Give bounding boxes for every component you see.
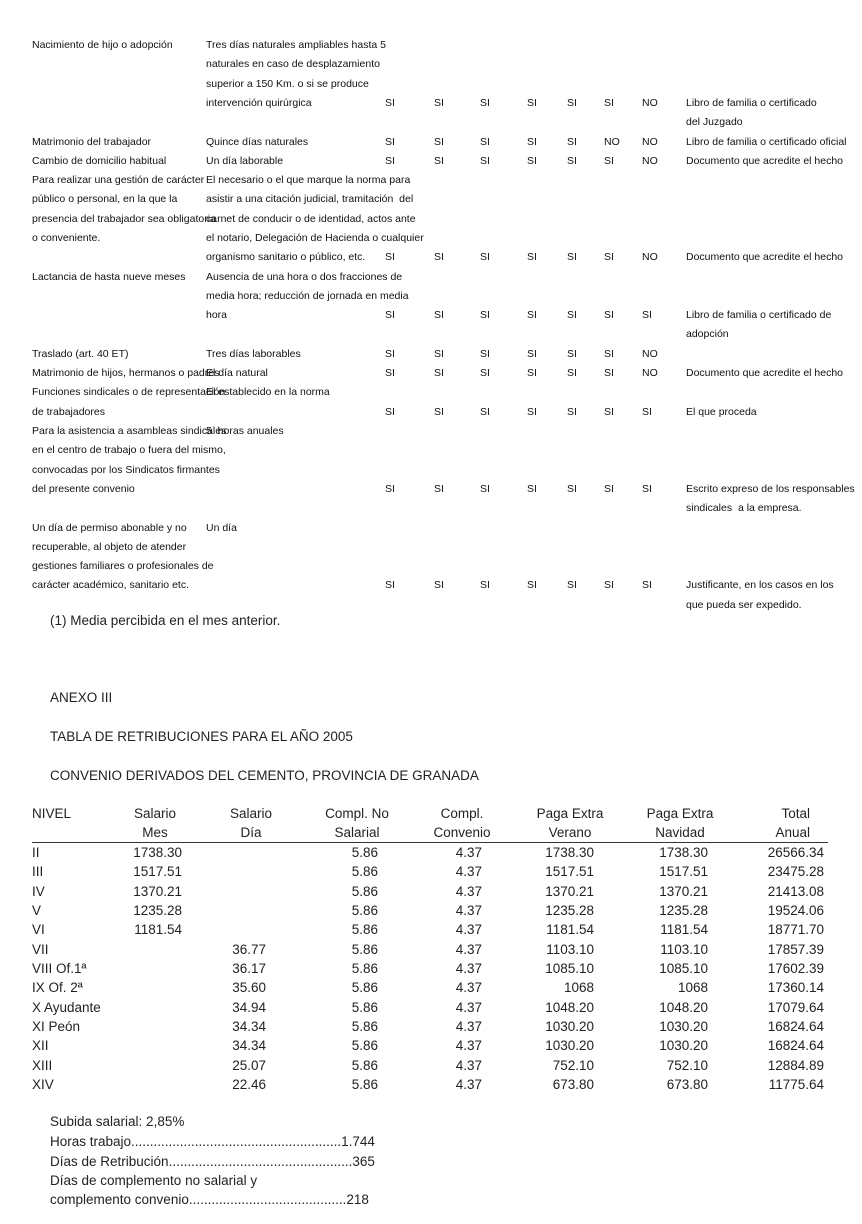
- permiso-duracion: 5 horas anuales: [206, 425, 284, 437]
- cell-salario-dia: 22.46: [232, 1077, 266, 1093]
- cell-paga-navidad: 1738.30: [659, 845, 708, 860]
- cell-compl-convenio: 4.37: [455, 1038, 482, 1054]
- cell-total-anual: 11775.64: [768, 1077, 824, 1093]
- cell-paga-verano: 1517.51: [545, 864, 594, 880]
- table-row: [32, 862, 828, 881]
- cell-nivel: VI: [32, 922, 45, 938]
- cell-total-anual: 18771.70: [767, 922, 824, 938]
- permiso-duracion: Tres días naturales ampliables hasta 5 naturales en caso de desplazamiento superior a 150 Km. o si se produce intervención quirúrgica: [206, 39, 386, 109]
- permiso-mark: SI: [385, 135, 395, 148]
- header-paga-navidad: Paga Extra Navidad: [646, 806, 714, 840]
- cell-salario-mes: 1181.54: [134, 922, 182, 938]
- cell-paga-verano: 1181.54: [546, 922, 594, 938]
- cell-paga-navidad: 1103.10: [660, 941, 708, 957]
- cell-compl-no-salarial: 5.86: [351, 1077, 378, 1093]
- cell-salario-dia: 34.34: [232, 1038, 266, 1054]
- permiso-mark: NO: [642, 251, 658, 264]
- permiso-mark: SI: [480, 154, 490, 167]
- dias-retribucion-value: 365: [352, 1154, 375, 1169]
- cell-paga-navidad: 1068: [677, 980, 708, 996]
- cell-nivel: V: [32, 903, 42, 919]
- permiso-duracion: Tres días laborables: [206, 347, 301, 360]
- permiso-justificante: El que proceda: [686, 405, 757, 418]
- permiso-mark: SI: [567, 405, 577, 418]
- permiso-mark: SI: [434, 482, 444, 495]
- horas-trabajo-value: 1.744: [341, 1134, 375, 1149]
- header-salario-mes: Salario Mes: [133, 806, 177, 840]
- permiso-mark: SI: [434, 405, 444, 418]
- cell-paga-verano: 1370.21: [545, 883, 594, 899]
- permiso-duracion: El establecido en la norma: [206, 386, 330, 399]
- cell-paga-verano: 1103.10: [546, 941, 594, 957]
- permiso-mark: SI: [385, 405, 395, 418]
- cell-compl-no-salarial: 5.86: [351, 903, 378, 919]
- cell-total-anual: 17602.39: [767, 961, 824, 977]
- permiso-mark: SI: [604, 347, 614, 360]
- permiso-mark: SI: [434, 96, 444, 109]
- permiso-mark: SI: [385, 309, 395, 322]
- cell-salario-dia: 25.07: [232, 1057, 266, 1073]
- table-row: [32, 920, 828, 939]
- cell-compl-no-salarial: 5.86: [351, 941, 378, 957]
- table-row: [32, 1056, 828, 1075]
- cell-salario-dia: 36.77: [232, 941, 266, 957]
- permiso-duracion: Ausencia de una hora o dos fracciones de media hora; reducción de jornada en media hora: [206, 270, 409, 322]
- permiso-mark: SI: [434, 135, 444, 148]
- cell-compl-no-salarial: 5.86: [351, 883, 378, 899]
- permiso-mark: SI: [567, 154, 577, 167]
- cell-nivel: X Ayudante: [32, 999, 101, 1015]
- retribuciones-table: [32, 804, 828, 1094]
- cell-compl-convenio: 4.37: [455, 1077, 482, 1093]
- complemento-value: 218: [346, 1192, 369, 1207]
- cell-paga-navidad: 1030.20: [659, 1019, 708, 1035]
- permiso-mark: SI: [604, 251, 614, 264]
- cell-compl-convenio: 4.37: [455, 999, 482, 1015]
- cell-total-anual: 17857.39: [767, 941, 824, 957]
- permiso-mark: SI: [434, 367, 444, 380]
- permiso-mark: SI: [567, 579, 577, 592]
- table-row: [32, 1036, 828, 1055]
- permiso-justificante: Justificante, en los casos en los que pueda ser expedido.: [686, 579, 834, 611]
- permiso-concepto: Para la asistencia a asambleas sindicales en el centro de trabajo o fuera del mismo, convocadas por los Sindicatos firmantes del presente convenio: [32, 425, 227, 495]
- cell-compl-convenio: 4.37: [455, 845, 482, 860]
- permiso-mark: SI: [385, 96, 395, 109]
- permiso-mark: SI: [604, 405, 614, 418]
- dias-retribucion-label: Días de Retribución: [50, 1154, 169, 1169]
- cell-paga-verano: 1048.20: [545, 999, 594, 1015]
- cell-total-anual: 17079.64: [767, 999, 824, 1015]
- permiso-mark: SI: [480, 96, 490, 109]
- permiso-concepto: Traslado (art. 40 ET): [32, 347, 129, 360]
- cell-total-anual: 16824.64: [767, 1038, 824, 1054]
- cell-compl-no-salarial: 5.86: [351, 999, 378, 1015]
- permiso-mark: SI: [527, 309, 537, 322]
- cell-paga-verano: 752.10: [552, 1057, 594, 1073]
- permiso-mark: SI: [567, 251, 577, 264]
- permiso-mark: SI: [434, 347, 444, 360]
- convenio-title: CONVENIO DERIVADOS DEL CEMENTO, PROVINCIA DE GRANADA: [50, 768, 479, 783]
- cell-compl-no-salarial: 5.86: [351, 1019, 378, 1035]
- cell-paga-navidad: 1370.21: [659, 883, 708, 899]
- permiso-mark: SI: [527, 251, 537, 264]
- cell-paga-verano: 1030.20: [545, 1038, 594, 1054]
- cell-compl-no-salarial: 5.86: [351, 980, 378, 996]
- complemento-line: [50, 1192, 369, 1207]
- permiso-duracion: Quince días naturales: [206, 135, 309, 148]
- horas-trabajo-label: Horas trabajo: [50, 1134, 132, 1149]
- permiso-mark: SI: [567, 135, 577, 148]
- permiso-mark: SI: [527, 347, 537, 360]
- permiso-justificante: Libro de familia o certificado oficial: [686, 135, 847, 148]
- cell-total-anual: 19524.06: [767, 903, 824, 919]
- cell-nivel: VII: [32, 941, 49, 957]
- permiso-mark: SI: [527, 367, 537, 380]
- cell-total-anual: 12884.89: [767, 1057, 824, 1073]
- permiso-concepto: Lactancia de hasta nueve meses: [32, 270, 186, 283]
- cell-paga-navidad: 1030.20: [659, 1038, 708, 1054]
- permiso-concepto: Nacimiento de hijo o adopción: [32, 39, 173, 51]
- cell-compl-convenio: 4.37: [455, 941, 482, 957]
- permiso-mark: SI: [385, 251, 395, 264]
- permiso-mark: SI: [480, 579, 490, 592]
- dot-leader: ........................................................: [131, 1134, 342, 1149]
- cell-compl-no-salarial: 5.86: [351, 864, 378, 880]
- cell-nivel: XIV: [32, 1077, 54, 1093]
- permiso-mark: NO: [642, 367, 658, 380]
- permiso-mark: SI: [434, 154, 444, 167]
- permiso-mark: SI: [642, 482, 652, 495]
- permiso-mark: SI: [480, 367, 490, 380]
- permiso-justificante: Libro de familia o certificado del Juzgado: [686, 96, 817, 129]
- cell-total-anual: 23475.28: [767, 864, 824, 880]
- cell-nivel: XI Peón: [32, 1019, 81, 1035]
- permiso-mark: SI: [385, 482, 395, 495]
- permiso-mark: SI: [527, 405, 537, 418]
- permiso-mark: SI: [604, 482, 614, 495]
- cell-compl-convenio: 4.37: [455, 961, 482, 977]
- permiso-mark: NO: [642, 135, 658, 148]
- cell-paga-navidad: 1048.20: [659, 999, 708, 1015]
- cell-nivel: XII: [32, 1038, 49, 1054]
- permiso-mark: SI: [567, 367, 577, 380]
- cell-compl-no-salarial: 5.86: [351, 961, 378, 977]
- table-row: [32, 998, 828, 1017]
- permiso-mark: SI: [434, 579, 444, 592]
- cell-total-anual: 17360.14: [767, 980, 824, 996]
- permiso-mark: SI: [642, 405, 652, 418]
- permiso-concepto: Matrimonio de hijos, hermanos o padres: [32, 367, 220, 380]
- table-row: [32, 1075, 828, 1094]
- cell-salario-dia: 34.94: [232, 999, 266, 1015]
- dot-leader: .................................................: [168, 1154, 353, 1169]
- header-compl-no-salarial: Compl. No Salarial: [325, 806, 389, 840]
- permiso-mark: NO: [642, 96, 658, 109]
- table-row: [32, 901, 828, 920]
- permiso-justificante: Documento que acredite el hecho: [686, 251, 844, 264]
- cell-salario-mes: 1370.21: [133, 883, 182, 899]
- permiso-concepto: Para realizar una gestión de carácter público o personal, en la que la presencia del trabajador sea obligatoria o conveniente.: [32, 174, 216, 244]
- permiso-mark: SI: [385, 154, 395, 167]
- complemento-label-1: Días de complemento no salarial y: [50, 1173, 258, 1188]
- permiso-mark: SI: [385, 367, 395, 380]
- permiso-justificante: Documento que acredite el hecho: [686, 367, 844, 380]
- cell-compl-convenio: 4.37: [455, 980, 482, 996]
- permiso-mark: SI: [527, 96, 537, 109]
- permiso-duracion: El día natural: [206, 367, 268, 380]
- cell-salario-dia: 36.17: [232, 961, 266, 977]
- header-paga-verano: Paga Extra Verano: [536, 806, 604, 840]
- header-compl-convenio: Compl. Convenio: [433, 806, 491, 840]
- permiso-mark: NO: [642, 347, 658, 360]
- cell-nivel: IX Of. 2ª: [32, 980, 83, 996]
- table-header: [32, 804, 828, 843]
- permiso-mark: SI: [604, 96, 614, 109]
- permiso-mark: SI: [434, 309, 444, 322]
- table-row: [32, 1017, 828, 1036]
- anexo-heading: ANEXO III: [50, 690, 113, 705]
- permiso-mark: SI: [480, 405, 490, 418]
- permiso-duracion: Un día: [206, 521, 237, 534]
- permiso-mark: SI: [480, 135, 490, 148]
- permiso-justificante: Libro de familia o certificado de adopción: [686, 309, 832, 341]
- cell-salario-dia: 34.34: [232, 1019, 266, 1035]
- permiso-mark: SI: [527, 579, 537, 592]
- permiso-concepto: Matrimonio del trabajador: [32, 135, 152, 148]
- cell-nivel: IV: [32, 883, 45, 899]
- footnote: (1) Media percibida en el mes anterior.: [50, 613, 281, 628]
- permiso-mark: SI: [385, 347, 395, 360]
- header-nivel: NIVEL: [32, 806, 72, 821]
- permiso-mark: SI: [527, 482, 537, 495]
- complemento-label-2: complemento convenio: [50, 1192, 189, 1207]
- table-row: [32, 978, 828, 997]
- cell-paga-verano: 1738.30: [545, 845, 594, 860]
- cell-compl-convenio: 4.37: [455, 1057, 482, 1073]
- cell-nivel: II: [32, 845, 40, 860]
- permiso-mark: NO: [604, 135, 620, 148]
- cell-total-anual: 26566.34: [767, 845, 824, 860]
- cell-paga-verano: 1030.20: [545, 1019, 594, 1035]
- dot-leader: ..........................................: [188, 1192, 347, 1207]
- cell-nivel: VIII Of.1ª: [32, 961, 87, 977]
- cell-paga-navidad: 673.80: [666, 1077, 708, 1093]
- permiso-mark: SI: [604, 367, 614, 380]
- dias-retribucion-line: [50, 1154, 375, 1169]
- header-total-anual: Total Anual: [775, 806, 810, 840]
- table-row: [32, 882, 828, 901]
- cell-salario-mes: 1517.51: [133, 864, 182, 880]
- permiso-concepto: Un día de permiso abonable y no recuperable, al objeto de atender gestiones familiares o profesionales de carácter académico, sanitario etc.: [32, 521, 214, 592]
- subida-salarial: Subida salarial: 2,85%: [50, 1114, 185, 1129]
- permiso-mark: SI: [480, 482, 490, 495]
- cell-nivel: III: [32, 864, 44, 880]
- cell-compl-convenio: 4.37: [455, 864, 482, 880]
- header-salario-dia: Salario Día: [229, 806, 273, 840]
- cell-paga-navidad: 1235.28: [659, 903, 708, 919]
- table-row: [32, 940, 828, 959]
- permiso-mark: SI: [567, 96, 577, 109]
- cell-paga-verano: 1085.10: [545, 961, 594, 977]
- cell-compl-no-salarial: 5.86: [351, 1057, 378, 1073]
- cell-compl-convenio: 4.37: [455, 922, 482, 938]
- permiso-justificante: Escrito expreso de los responsables sindicales a la empresa.: [686, 482, 855, 515]
- cell-total-anual: 16824.64: [767, 1019, 824, 1035]
- table-body: [32, 843, 828, 1094]
- cell-paga-verano: 1235.28: [545, 903, 594, 919]
- cell-paga-navidad: 1181.54: [660, 922, 708, 938]
- permiso-mark: SI: [567, 347, 577, 360]
- permiso-concepto: Cambio de domicilio habitual: [32, 154, 167, 167]
- permiso-mark: SI: [604, 579, 614, 592]
- permiso-mark: SI: [480, 309, 490, 322]
- permiso-mark: SI: [434, 251, 444, 264]
- permiso-justificante: Documento que acredite el hecho: [686, 154, 844, 167]
- cell-compl-convenio: 4.37: [455, 883, 482, 899]
- permiso-mark: SI: [642, 309, 652, 322]
- permiso-mark: SI: [567, 482, 577, 495]
- cell-compl-no-salarial: 5.86: [351, 922, 378, 938]
- cell-paga-navidad: 1085.10: [659, 961, 708, 977]
- permiso-mark: SI: [604, 154, 614, 167]
- permiso-concepto: Funciones sindicales o de representación de trabajadores: [32, 386, 226, 418]
- cell-paga-navidad: 1517.51: [659, 864, 708, 880]
- cell-compl-convenio: 4.37: [455, 903, 482, 919]
- cell-salario-dia: 35.60: [232, 980, 266, 996]
- permiso-mark: SI: [604, 309, 614, 322]
- cell-salario-mes: 1235.28: [133, 903, 182, 919]
- cell-total-anual: 21413.08: [767, 883, 824, 899]
- cell-compl-no-salarial: 5.86: [351, 1038, 378, 1054]
- permiso-duracion: El necesario o el que marque la norma para asistir a una citación judicial, tramitación del carnet de conducir o de identidad, actos ante el notario, Delegación de Hacienda o cualquier organismo sanitario o público, etc.: [206, 174, 424, 264]
- permiso-duracion: Un día laborable: [206, 154, 284, 167]
- cell-compl-convenio: 4.37: [455, 1019, 482, 1035]
- permiso-mark: SI: [480, 251, 490, 264]
- cell-paga-verano: 1068: [563, 980, 594, 996]
- cell-compl-no-salarial: 5.86: [351, 845, 378, 860]
- cell-paga-navidad: 752.10: [666, 1057, 708, 1073]
- permiso-mark: SI: [385, 579, 395, 592]
- table-row: [32, 959, 828, 978]
- permiso-mark: SI: [567, 309, 577, 322]
- table-row: [32, 843, 828, 862]
- permiso-mark: SI: [480, 347, 490, 360]
- cell-paga-verano: 673.80: [552, 1077, 594, 1093]
- permiso-mark: SI: [527, 154, 537, 167]
- horas-trabajo-line: [50, 1134, 375, 1149]
- permiso-mark: SI: [527, 135, 537, 148]
- table-title: TABLA DE RETRIBUCIONES PARA EL AÑO 2005: [50, 729, 353, 744]
- permiso-mark: NO: [642, 154, 658, 167]
- cell-nivel: XIII: [32, 1057, 53, 1073]
- permiso-mark: SI: [642, 579, 652, 592]
- cell-salario-mes: 1738.30: [133, 845, 182, 860]
